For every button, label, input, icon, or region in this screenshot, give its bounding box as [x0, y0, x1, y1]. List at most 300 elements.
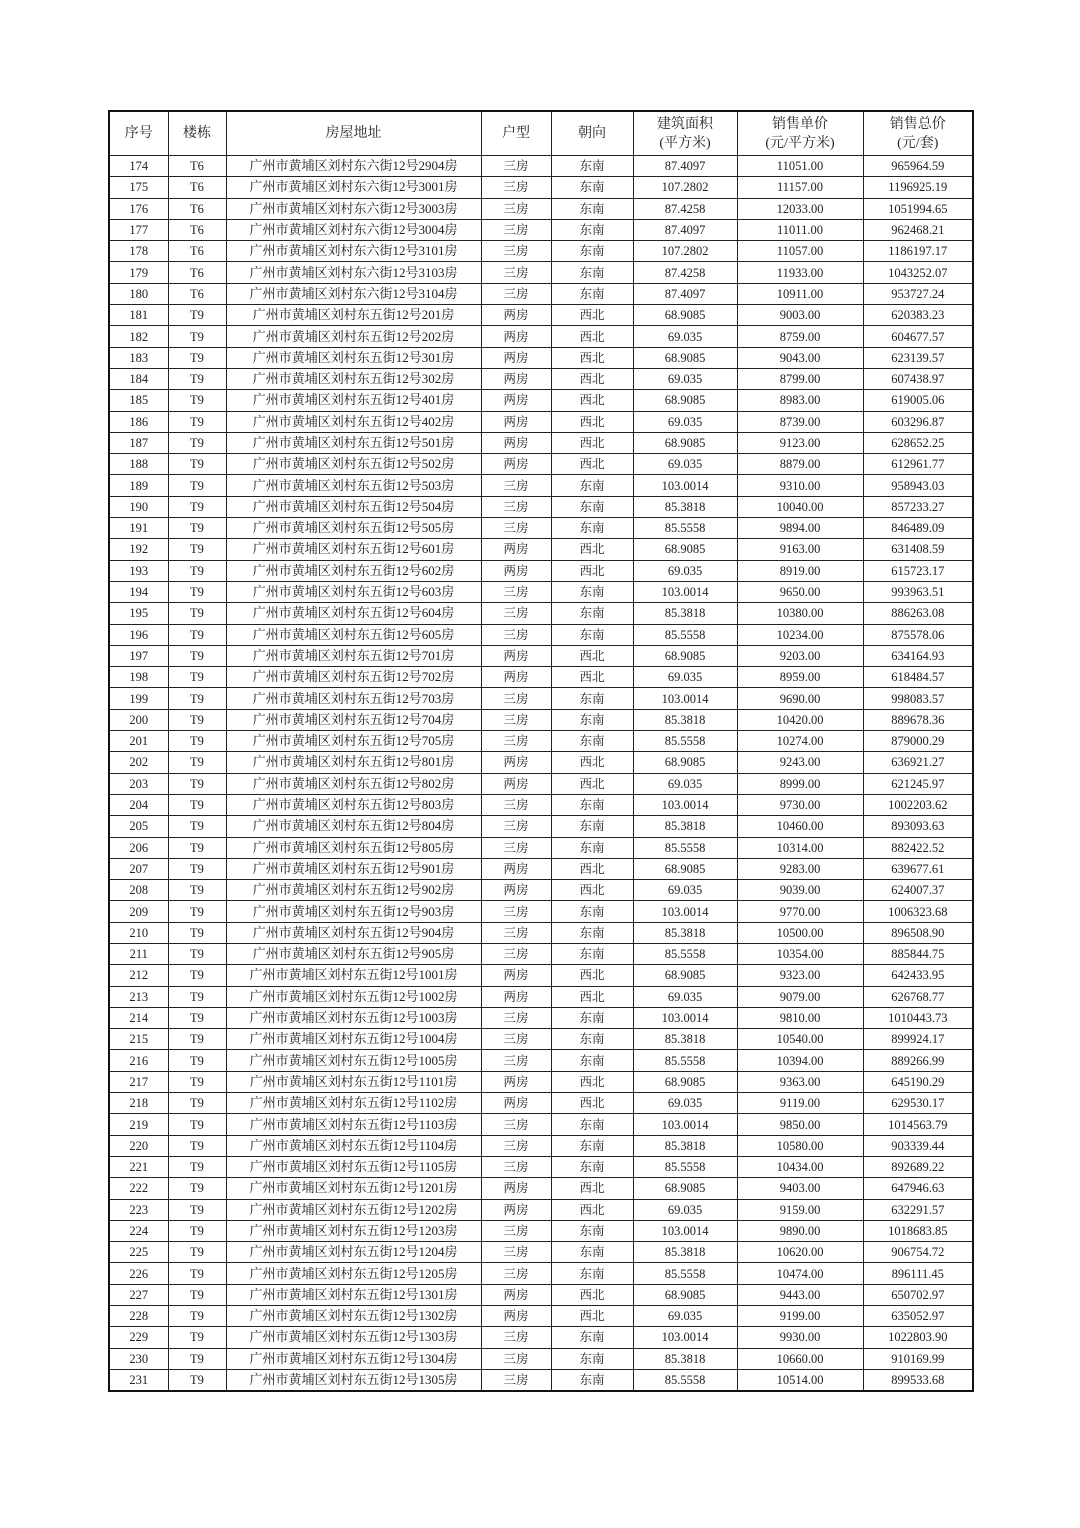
cell-total-price: 639677.61	[863, 858, 973, 879]
cell-address: 广州市黄埔区刘村东六街12号3103房	[226, 262, 481, 283]
cell-address: 广州市黄埔区刘村东五街12号702房	[226, 667, 481, 688]
cell-layout: 两房	[481, 1093, 551, 1114]
cell-index: 191	[109, 518, 168, 539]
table-row	[109, 943, 973, 964]
cell-index: 185	[109, 390, 168, 411]
table-row	[109, 752, 973, 773]
cell-index: 207	[109, 858, 168, 879]
cell-layout: 两房	[481, 1306, 551, 1327]
cell-address: 广州市黄埔区刘村东五街12号1301房	[226, 1284, 481, 1305]
cell-orientation: 东南	[551, 709, 633, 730]
cell-address: 广州市黄埔区刘村东五街12号803房	[226, 794, 481, 815]
cell-orientation: 东南	[551, 1348, 633, 1369]
cell-layout: 三房	[481, 219, 551, 240]
table-row	[109, 518, 973, 539]
cell-index: 183	[109, 347, 168, 368]
cell-total-price: 1196925.19	[863, 177, 973, 198]
cell-total-price: 632291.57	[863, 1199, 973, 1220]
cell-building: T9	[168, 1029, 226, 1050]
cell-unit-price: 8919.00	[737, 560, 863, 581]
cell-building: T6	[168, 262, 226, 283]
cell-layout: 三房	[481, 1369, 551, 1391]
header-orientation: 朝向	[551, 111, 633, 156]
cell-area: 85.3818	[633, 603, 737, 624]
cell-address: 广州市黄埔区刘村东五街12号801房	[226, 752, 481, 773]
cell-area: 69.035	[633, 1199, 737, 1220]
table-row	[109, 1029, 973, 1050]
cell-orientation: 西北	[551, 667, 633, 688]
cell-building: T9	[168, 688, 226, 709]
table-row	[109, 1369, 973, 1391]
cell-building: T6	[168, 283, 226, 304]
cell-orientation: 西北	[551, 1178, 633, 1199]
cell-address: 广州市黄埔区刘村东五街12号903房	[226, 901, 481, 922]
cell-building: T9	[168, 1263, 226, 1284]
cell-unit-price: 10434.00	[737, 1156, 863, 1177]
cell-unit-price: 8759.00	[737, 326, 863, 347]
cell-unit-price: 8799.00	[737, 368, 863, 389]
cell-building: T9	[168, 773, 226, 794]
cell-area: 68.9085	[633, 305, 737, 326]
cell-total-price: 631408.59	[863, 539, 973, 560]
cell-unit-price: 9810.00	[737, 1007, 863, 1028]
cell-area: 87.4097	[633, 219, 737, 240]
cell-layout: 三房	[481, 1050, 551, 1071]
cell-address: 广州市黄埔区刘村东六街12号3001房	[226, 177, 481, 198]
cell-unit-price: 10274.00	[737, 731, 863, 752]
cell-area: 68.9085	[633, 1071, 737, 1092]
cell-layout: 两房	[481, 305, 551, 326]
cell-area: 68.9085	[633, 432, 737, 453]
cell-area: 68.9085	[633, 390, 737, 411]
cell-index: 174	[109, 156, 168, 177]
cell-layout: 三房	[481, 262, 551, 283]
cell-address: 广州市黄埔区刘村东五街12号1201房	[226, 1178, 481, 1199]
cell-unit-price: 12033.00	[737, 198, 863, 219]
cell-orientation: 东南	[551, 922, 633, 943]
cell-address: 广州市黄埔区刘村东五街12号505房	[226, 518, 481, 539]
cell-orientation: 西北	[551, 773, 633, 794]
cell-orientation: 东南	[551, 1029, 633, 1050]
cell-unit-price: 9770.00	[737, 901, 863, 922]
cell-area: 68.9085	[633, 347, 737, 368]
table-row	[109, 645, 973, 666]
cell-total-price: 624007.37	[863, 880, 973, 901]
cell-index: 177	[109, 219, 168, 240]
table-row	[109, 1050, 973, 1071]
cell-index: 180	[109, 283, 168, 304]
cell-building: T9	[168, 305, 226, 326]
cell-layout: 三房	[481, 496, 551, 517]
cell-building: T9	[168, 880, 226, 901]
cell-building: T9	[168, 1199, 226, 1220]
cell-building: T9	[168, 1369, 226, 1391]
cell-total-price: 603296.87	[863, 411, 973, 432]
header-area	[633, 111, 737, 156]
cell-index: 188	[109, 454, 168, 475]
cell-index: 196	[109, 624, 168, 645]
header-address: 房屋地址	[226, 111, 481, 156]
cell-address: 广州市黄埔区刘村东六街12号3004房	[226, 219, 481, 240]
cell-address: 广州市黄埔区刘村东五街12号904房	[226, 922, 481, 943]
cell-orientation: 东南	[551, 1263, 633, 1284]
cell-building: T9	[168, 1007, 226, 1028]
cell-unit-price: 11057.00	[737, 241, 863, 262]
cell-unit-price: 8739.00	[737, 411, 863, 432]
table-row	[109, 880, 973, 901]
cell-total-price: 1006323.68	[863, 901, 973, 922]
cell-index: 200	[109, 709, 168, 730]
cell-building: T9	[168, 432, 226, 453]
cell-layout: 三房	[481, 475, 551, 496]
cell-index: 216	[109, 1050, 168, 1071]
cell-building: T6	[168, 156, 226, 177]
cell-address: 广州市黄埔区刘村东六街12号3003房	[226, 198, 481, 219]
cell-area: 103.0014	[633, 794, 737, 815]
cell-layout: 两房	[481, 773, 551, 794]
cell-address: 广州市黄埔区刘村东五街12号704房	[226, 709, 481, 730]
cell-orientation: 东南	[551, 794, 633, 815]
cell-area: 87.4258	[633, 198, 737, 219]
cell-index: 226	[109, 1263, 168, 1284]
table-row	[109, 816, 973, 837]
table-row	[109, 1284, 973, 1305]
cell-area: 69.035	[633, 454, 737, 475]
cell-total-price: 647946.63	[863, 1178, 973, 1199]
cell-orientation: 西北	[551, 880, 633, 901]
cell-orientation: 西北	[551, 752, 633, 773]
cell-total-price: 618484.57	[863, 667, 973, 688]
table-row	[109, 539, 973, 560]
cell-area: 103.0014	[633, 901, 737, 922]
cell-address: 广州市黄埔区刘村东六街12号3104房	[226, 283, 481, 304]
cell-area: 103.0014	[633, 1007, 737, 1028]
cell-total-price: 896111.45	[863, 1263, 973, 1284]
cell-index: 197	[109, 645, 168, 666]
cell-building: T9	[168, 1093, 226, 1114]
cell-address: 广州市黄埔区刘村东五街12号1305房	[226, 1369, 481, 1391]
cell-index: 202	[109, 752, 168, 773]
cell-unit-price: 11051.00	[737, 156, 863, 177]
header-area-label: 建筑面积	[657, 116, 713, 132]
cell-orientation: 西北	[551, 965, 633, 986]
cell-building: T9	[168, 624, 226, 645]
cell-total-price: 875578.06	[863, 624, 973, 645]
cell-layout: 三房	[481, 603, 551, 624]
cell-building: T9	[168, 901, 226, 922]
cell-area: 85.5558	[633, 943, 737, 964]
cell-unit-price: 9159.00	[737, 1199, 863, 1220]
header-unit-price-label: 销售单价	[772, 116, 828, 132]
cell-building: T9	[168, 518, 226, 539]
cell-total-price: 1010443.73	[863, 1007, 973, 1028]
cell-total-price: 604677.57	[863, 326, 973, 347]
cell-index: 179	[109, 262, 168, 283]
cell-orientation: 东南	[551, 241, 633, 262]
table-row	[109, 305, 973, 326]
cell-area: 85.5558	[633, 731, 737, 752]
cell-layout: 两房	[481, 560, 551, 581]
cell-orientation: 东南	[551, 283, 633, 304]
table-row	[109, 496, 973, 517]
cell-unit-price: 9890.00	[737, 1220, 863, 1241]
cell-orientation: 西北	[551, 986, 633, 1007]
cell-address: 广州市黄埔区刘村东五街12号1101房	[226, 1071, 481, 1092]
cell-area: 85.5558	[633, 1369, 737, 1391]
cell-index: 204	[109, 794, 168, 815]
cell-index: 211	[109, 943, 168, 964]
table-row	[109, 1220, 973, 1241]
table-row	[109, 773, 973, 794]
table-row	[109, 347, 973, 368]
table-row	[109, 837, 973, 858]
cell-orientation: 东南	[551, 688, 633, 709]
cell-total-price: 1186197.17	[863, 241, 973, 262]
cell-total-price: 846489.09	[863, 518, 973, 539]
cell-building: T9	[168, 1348, 226, 1369]
cell-layout: 三房	[481, 816, 551, 837]
cell-building: T9	[168, 347, 226, 368]
cell-index: 199	[109, 688, 168, 709]
cell-unit-price: 8959.00	[737, 667, 863, 688]
cell-area: 85.5558	[633, 1156, 737, 1177]
table-row	[109, 858, 973, 879]
cell-index: 203	[109, 773, 168, 794]
cell-area: 69.035	[633, 326, 737, 347]
cell-building: T9	[168, 1284, 226, 1305]
cell-index: 230	[109, 1348, 168, 1369]
cell-address: 广州市黄埔区刘村东五街12号901房	[226, 858, 481, 879]
cell-total-price: 893093.63	[863, 816, 973, 837]
cell-index: 222	[109, 1178, 168, 1199]
cell-address: 广州市黄埔区刘村东五街12号503房	[226, 475, 481, 496]
cell-total-price: 993963.51	[863, 581, 973, 602]
table-row	[109, 1348, 973, 1369]
table-row	[109, 262, 973, 283]
cell-layout: 三房	[481, 1114, 551, 1135]
cell-building: T9	[168, 858, 226, 879]
table-row	[109, 390, 973, 411]
cell-layout: 两房	[481, 1178, 551, 1199]
cell-unit-price: 9323.00	[737, 965, 863, 986]
cell-address: 广州市黄埔区刘村东五街12号1303房	[226, 1327, 481, 1348]
cell-building: T9	[168, 922, 226, 943]
cell-area: 85.5558	[633, 837, 737, 858]
cell-area: 68.9085	[633, 752, 737, 773]
cell-total-price: 886263.08	[863, 603, 973, 624]
cell-area: 85.5558	[633, 624, 737, 645]
cell-orientation: 西北	[551, 560, 633, 581]
cell-building: T9	[168, 1135, 226, 1156]
cell-orientation: 西北	[551, 539, 633, 560]
cell-total-price: 889266.99	[863, 1050, 973, 1071]
cell-unit-price: 9690.00	[737, 688, 863, 709]
cell-orientation: 东南	[551, 1220, 633, 1241]
cell-area: 103.0014	[633, 1220, 737, 1241]
cell-building: T9	[168, 943, 226, 964]
table-row	[109, 560, 973, 581]
cell-index: 227	[109, 1284, 168, 1305]
cell-layout: 三房	[481, 837, 551, 858]
cell-area: 69.035	[633, 986, 737, 1007]
cell-address: 广州市黄埔区刘村东五街12号202房	[226, 326, 481, 347]
header-index: 序号	[109, 111, 168, 156]
table-row	[109, 283, 973, 304]
header-total-price-unit: (元/套)	[897, 135, 939, 151]
cell-layout: 两房	[481, 347, 551, 368]
cell-index: 223	[109, 1199, 168, 1220]
table-body	[109, 156, 973, 1392]
cell-layout: 三房	[481, 1156, 551, 1177]
cell-address: 广州市黄埔区刘村东五街12号1001房	[226, 965, 481, 986]
cell-area: 69.035	[633, 1306, 737, 1327]
cell-building: T9	[168, 1306, 226, 1327]
table-row	[109, 1263, 973, 1284]
cell-address: 广州市黄埔区刘村东五街12号1204房	[226, 1242, 481, 1263]
cell-layout: 两房	[481, 1071, 551, 1092]
cell-building: T9	[168, 368, 226, 389]
cell-address: 广州市黄埔区刘村东五街12号502房	[226, 454, 481, 475]
cell-unit-price: 9043.00	[737, 347, 863, 368]
cell-index: 228	[109, 1306, 168, 1327]
cell-total-price: 645190.29	[863, 1071, 973, 1092]
cell-index: 181	[109, 305, 168, 326]
cell-layout: 三房	[481, 1348, 551, 1369]
cell-building: T6	[168, 177, 226, 198]
cell-orientation: 西北	[551, 858, 633, 879]
cell-total-price: 962468.21	[863, 219, 973, 240]
cell-index: 205	[109, 816, 168, 837]
cell-total-price: 1018683.85	[863, 1220, 973, 1241]
cell-unit-price: 9930.00	[737, 1327, 863, 1348]
cell-unit-price: 9203.00	[737, 645, 863, 666]
cell-address: 广州市黄埔区刘村东五街12号1202房	[226, 1199, 481, 1220]
cell-address: 广州市黄埔区刘村东六街12号2904房	[226, 156, 481, 177]
table-row	[109, 1242, 973, 1263]
cell-address: 广州市黄埔区刘村东五街12号504房	[226, 496, 481, 517]
cell-building: T9	[168, 1156, 226, 1177]
cell-orientation: 西北	[551, 1284, 633, 1305]
cell-layout: 两房	[481, 1284, 551, 1305]
cell-address: 广州市黄埔区刘村东五街12号1005房	[226, 1050, 481, 1071]
cell-unit-price: 10394.00	[737, 1050, 863, 1071]
table-row	[109, 454, 973, 475]
cell-index: 189	[109, 475, 168, 496]
cell-address: 广州市黄埔区刘村东六街12号3101房	[226, 241, 481, 262]
cell-layout: 三房	[481, 1007, 551, 1028]
cell-index: 225	[109, 1242, 168, 1263]
cell-index: 224	[109, 1220, 168, 1241]
cell-layout: 三房	[481, 709, 551, 730]
cell-area: 68.9085	[633, 858, 737, 879]
cell-layout: 两房	[481, 432, 551, 453]
cell-building: T9	[168, 667, 226, 688]
cell-layout: 两房	[481, 539, 551, 560]
cell-unit-price: 9850.00	[737, 1114, 863, 1135]
cell-unit-price: 10474.00	[737, 1263, 863, 1284]
housing-price-table	[108, 110, 974, 1392]
cell-total-price: 885844.75	[863, 943, 973, 964]
table-row	[109, 326, 973, 347]
table-row	[109, 1135, 973, 1156]
cell-total-price: 1022803.90	[863, 1327, 973, 1348]
cell-building: T9	[168, 1050, 226, 1071]
cell-building: T9	[168, 560, 226, 581]
cell-orientation: 东南	[551, 1007, 633, 1028]
cell-address: 广州市黄埔区刘村东五街12号1302房	[226, 1306, 481, 1327]
cell-area: 68.9085	[633, 1178, 737, 1199]
cell-index: 194	[109, 581, 168, 602]
cell-building: T6	[168, 198, 226, 219]
cell-address: 广州市黄埔区刘村东五街12号1004房	[226, 1029, 481, 1050]
cell-unit-price: 9003.00	[737, 305, 863, 326]
cell-unit-price: 10354.00	[737, 943, 863, 964]
cell-index: 178	[109, 241, 168, 262]
cell-area: 103.0014	[633, 1114, 737, 1135]
cell-unit-price: 10040.00	[737, 496, 863, 517]
cell-total-price: 636921.27	[863, 752, 973, 773]
table-row	[109, 581, 973, 602]
cell-total-price: 642433.95	[863, 965, 973, 986]
cell-index: 213	[109, 986, 168, 1007]
cell-unit-price: 10314.00	[737, 837, 863, 858]
cell-building: T6	[168, 219, 226, 240]
cell-area: 103.0014	[633, 1327, 737, 1348]
cell-orientation: 东南	[551, 1114, 633, 1135]
cell-index: 208	[109, 880, 168, 901]
cell-building: T9	[168, 1327, 226, 1348]
cell-building: T9	[168, 1114, 226, 1135]
cell-total-price: 626768.77	[863, 986, 973, 1007]
cell-total-price: 635052.97	[863, 1306, 973, 1327]
cell-orientation: 东南	[551, 731, 633, 752]
cell-orientation: 西北	[551, 390, 633, 411]
cell-total-price: 879000.29	[863, 731, 973, 752]
cell-total-price: 619005.06	[863, 390, 973, 411]
cell-layout: 三房	[481, 241, 551, 262]
cell-unit-price: 9650.00	[737, 581, 863, 602]
table-row	[109, 965, 973, 986]
cell-address: 广州市黄埔区刘村东五街12号804房	[226, 816, 481, 837]
cell-area: 85.3818	[633, 922, 737, 943]
cell-unit-price: 9119.00	[737, 1093, 863, 1114]
cell-orientation: 西北	[551, 432, 633, 453]
table-row	[109, 624, 973, 645]
cell-orientation: 东南	[551, 1135, 633, 1156]
table-row	[109, 1156, 973, 1177]
cell-layout: 三房	[481, 731, 551, 752]
cell-area: 69.035	[633, 411, 737, 432]
cell-area: 85.3818	[633, 1348, 737, 1369]
cell-orientation: 西北	[551, 645, 633, 666]
cell-area: 85.3818	[633, 1135, 737, 1156]
cell-total-price: 998083.57	[863, 688, 973, 709]
cell-building: T9	[168, 1178, 226, 1199]
cell-layout: 三房	[481, 688, 551, 709]
cell-address: 广州市黄埔区刘村东五街12号1102房	[226, 1093, 481, 1114]
cell-area: 85.3818	[633, 816, 737, 837]
cell-area: 69.035	[633, 880, 737, 901]
cell-orientation: 东南	[551, 1369, 633, 1391]
cell-index: 218	[109, 1093, 168, 1114]
cell-total-price: 620383.23	[863, 305, 973, 326]
cell-area: 85.3818	[633, 709, 737, 730]
header-building: 楼栋	[168, 111, 226, 156]
cell-building: T9	[168, 539, 226, 560]
cell-unit-price: 8879.00	[737, 454, 863, 475]
cell-building: T9	[168, 816, 226, 837]
cell-orientation: 东南	[551, 943, 633, 964]
